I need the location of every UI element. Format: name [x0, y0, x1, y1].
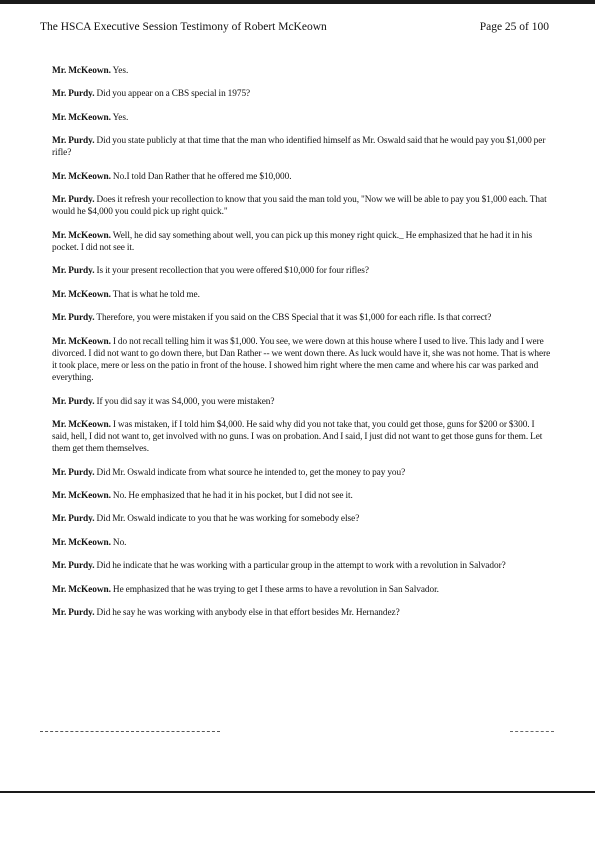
testimony-paragraph: [52, 336, 552, 385]
testimony-paragraph: [52, 65, 552, 77]
testimony-text: Yes.: [112, 66, 129, 76]
testimony-text: No. He emphasized that he had it in his pocket, but I did not see it.: [112, 491, 353, 502]
speaker-label: Mr. McKeown.: [52, 419, 111, 430]
testimony-text: No.I told Dan Rather that he offered me $10,000.: [112, 171, 292, 182]
testimony-paragraph: [52, 194, 552, 218]
speaker-label: Mr. McKeown.: [52, 230, 111, 241]
testimony-paragraph: [52, 467, 552, 479]
testimony-paragraph: [52, 171, 552, 183]
speaker-label: Mr. Purdy.: [52, 195, 95, 206]
page-number: Page 25 of 100: [479, 21, 549, 33]
testimony-text: Does it refresh your recollection to know that you said the man told you, "Now we will be able to pay you $1,000 each. That would he $4,000 you could pick up right quick.": [52, 195, 547, 218]
speaker-label: Mr. Purdy.: [52, 89, 95, 100]
testimony-text: Did Mr. Oswald indicate to you that he was working for somebody else?: [96, 514, 360, 525]
testimony-paragraph: [52, 396, 552, 408]
testimony-text: Did he say he was working with anybody else in that effort besides Mr. Hernandez?: [96, 608, 400, 619]
bottom-rule: [0, 791, 595, 793]
testimony-paragraph: [52, 537, 552, 549]
testimony-paragraph: [52, 88, 552, 100]
testimony-text: Therefore, you were mistaken if you said on the CBS Special that it was $1,000 for each rifle. Is that correct?: [96, 313, 492, 324]
testimony-paragraph: [52, 112, 552, 124]
testimony-text: Did you state publicly at that time that the man who identified himself as Mr. Oswald said that he would pay you $1,000 per rifle?: [52, 136, 546, 159]
scan-artifact-line: [40, 731, 220, 732]
testimony-paragraph: [52, 312, 552, 324]
testimony-paragraph: [52, 289, 552, 301]
testimony-paragraph: [52, 490, 552, 502]
speaker-label: Mr. McKeown.: [52, 491, 111, 502]
speaker-label: Mr. Purdy.: [52, 396, 95, 407]
speaker-label: Mr. McKeown.: [52, 171, 111, 182]
speaker-label: Mr. McKeown.: [52, 537, 111, 548]
speaker-label: Mr. Purdy.: [52, 514, 95, 525]
speaker-label: Mr. Purdy.: [52, 561, 95, 572]
speaker-label: Mr. McKeown.: [52, 66, 111, 76]
document-title: The HSCA Executive Session Testimony of Robert McKeown: [40, 21, 327, 33]
testimony-text: Well, he did say something about well, you can pick up this money right quick._ He emphasized that he had it in his pocket. I did not see it.: [52, 230, 533, 253]
top-rule: [0, 0, 595, 4]
testimony-paragraph: [52, 607, 552, 619]
testimony-text: Did you appear on a CBS special in 1975?: [96, 89, 251, 100]
speaker-label: Mr. McKeown.: [52, 112, 111, 123]
speaker-label: Mr. McKeown.: [52, 336, 111, 347]
testimony-paragraph: [52, 135, 552, 159]
testimony-text: If you did say it was S4,000, you were mistaken?: [96, 396, 275, 407]
scan-artifact-line-right: [510, 731, 554, 732]
speaker-label: Mr. Purdy.: [52, 313, 95, 324]
speaker-label: Mr. Purdy.: [52, 136, 95, 147]
speaker-label: Mr. McKeown.: [52, 289, 111, 300]
speaker-label: Mr. Purdy.: [52, 266, 95, 277]
testimony-paragraph: [52, 419, 552, 456]
speaker-label: Mr. McKeown.: [52, 584, 111, 595]
speaker-label: Mr. Purdy.: [52, 608, 95, 619]
testimony-text: Did he indicate that he was working with a particular group in the attempt to work with a revolution in Salvador?: [96, 561, 506, 572]
testimony-paragraph: [52, 560, 552, 572]
testimony-paragraph: [52, 230, 552, 254]
testimony-paragraph: [52, 513, 552, 525]
testimony-text: He emphasized that he was trying to get I these arms to have a revolution in San Salvador.: [112, 584, 439, 595]
speaker-label: Mr. Purdy.: [52, 467, 95, 478]
testimony-text: That is what he told me.: [112, 289, 200, 300]
testimony-text: No.: [112, 537, 127, 548]
testimony-paragraph: [52, 584, 552, 596]
testimony-text: Yes.: [112, 112, 129, 123]
page-header: [0, 19, 595, 35]
testimony-text: Is it your present recollection that you were offered $10,000 for four rifles?: [96, 266, 369, 277]
testimony-text: Did Mr. Oswald indicate from what source he intended to, get the money to pay you?: [96, 467, 406, 478]
testimony-paragraph: [52, 265, 552, 277]
testimony-body: [52, 65, 552, 630]
testimony-text: I was mistaken, if I told him $4,000. He said why did you not take that, you could get those, guns for $200 or $300. I said, hell, I did not want to, get involved with no guns. I was on probation. And I said, I just did not want to get those guns for them. Let them get them themselves.: [52, 419, 543, 455]
testimony-text: I do not recall telling him it was $1,000. You see, we were down at this house where I used to live. This lady and I were divorced. I did not want to go down there, but Dan Rather -- we went down there. As luck would have it, she was not home. That is where it took place, mere or less on the patio in front of the house. I showed him right where the men came and where his car was parked and everything.: [52, 336, 551, 384]
